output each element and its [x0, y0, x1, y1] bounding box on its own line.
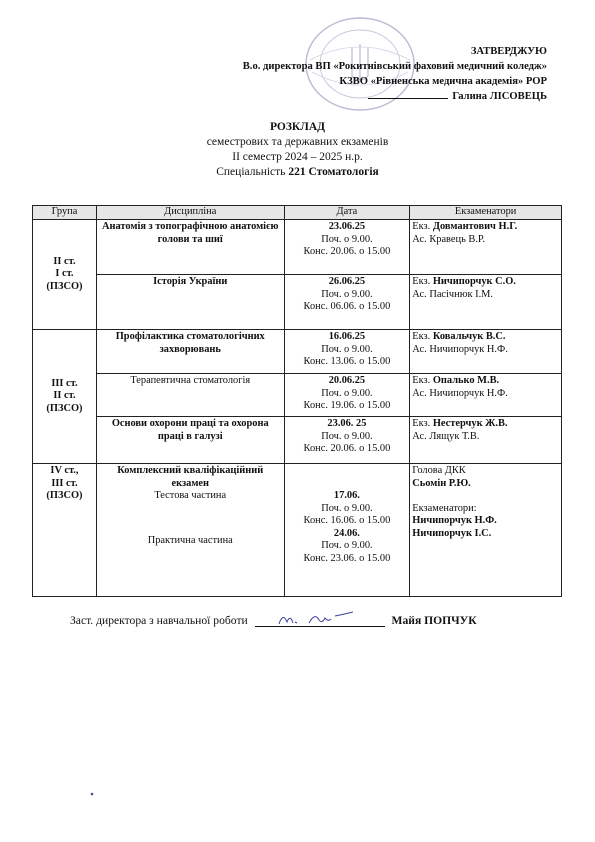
- group-cell: [33, 220, 97, 330]
- examiners-cell: [410, 464, 562, 597]
- date-cell: [284, 330, 410, 374]
- approval-block: [243, 44, 547, 104]
- exam-start: Поч. о 9.00.: [321, 502, 373, 514]
- discipline-name: Профілактика стоматологічних захворювань: [115, 331, 265, 355]
- examiners-cell: [410, 374, 562, 417]
- approval-line-2: КЗВО «Рівненська медична академія» РОР: [339, 76, 547, 87]
- col-header-group: Група: [33, 206, 97, 220]
- exam-date: 24.06.: [333, 527, 360, 539]
- discipline-cell: [96, 330, 284, 374]
- consultation: Конс. 16.06. о 15.00: [303, 515, 391, 527]
- header-specialty: [0, 165, 595, 180]
- discipline-cell: [96, 464, 284, 597]
- consultation: Конс. 20.06. о 15.00: [303, 246, 391, 258]
- discipline-name: Комплексний кваліфікаційний екзамен: [117, 465, 264, 489]
- exam-date: 23.06.25: [328, 221, 366, 232]
- exam-date: 23.06. 25: [327, 418, 367, 429]
- approve-word: ЗАТВЕРДЖУЮ: [470, 46, 547, 57]
- discipline-name: Анатомія з топографічною анатомією голови та шиї: [101, 221, 279, 245]
- table-row: [33, 275, 562, 330]
- examiners-cell: [410, 275, 562, 330]
- exam-date: 26.06.25: [328, 276, 366, 287]
- table-row: [33, 374, 562, 417]
- consultation: Конс. 20.06. о 15.00: [303, 443, 391, 455]
- signature-line: [255, 614, 385, 627]
- discipline-cell: [96, 374, 284, 417]
- col-header-examiners: Екзаменатори: [410, 206, 562, 220]
- specialty-name: 221 Стоматологія: [288, 166, 379, 178]
- exam-date: 17.06.: [333, 490, 360, 501]
- group-label: ІІ ст. І ст. (ПЗСО): [46, 255, 83, 292]
- discipline-name: Основи охорони праці та охорона праці в галузі: [111, 418, 269, 442]
- date-cell: [284, 464, 410, 597]
- table-row: [33, 464, 562, 597]
- table-row: [33, 330, 562, 374]
- col-header-date: Дата: [284, 206, 410, 220]
- exam-start: Поч. о 9.00.: [321, 233, 373, 245]
- approval-signer-row: [243, 89, 547, 104]
- date-cell: [284, 374, 410, 417]
- handwritten-signature: [265, 608, 377, 630]
- approval-signer: Галина ЛІСОВЕЦЬ: [452, 91, 547, 102]
- col-header-discipline: Дисципліна: [96, 206, 284, 220]
- table-row: [33, 417, 562, 464]
- dkk-chair-title: Голова ДКК: [412, 465, 466, 476]
- date-cell: [284, 275, 410, 330]
- header-subtitle-1: семестрових та державних екзаменів: [206, 136, 389, 148]
- approval-line-1: В.о. директора ВП «Рокитнівський фаховий медичний коледж»: [242, 61, 547, 72]
- assistant: Ас. Ничипорчук Н.Ф.: [412, 387, 508, 399]
- stray-mark: [90, 792, 94, 796]
- discipline-cell: [96, 220, 284, 275]
- document-header: [0, 120, 595, 180]
- specialty-prefix: Спеціальність: [216, 166, 286, 178]
- group-label: ІІІ ст. ІІ ст. (ПЗСО): [46, 377, 83, 414]
- examiner-role: Екз.: [412, 418, 431, 429]
- exam-schedule-table: [32, 205, 562, 597]
- examiner-role: Екз.: [412, 221, 431, 232]
- header-subtitle-2: ІІ семестр 2024 – 2025 н.р.: [232, 151, 363, 163]
- assistant: Ас. Пасічнюк І.М.: [412, 288, 494, 300]
- consultation: Конс. 06.06. о 15.00: [303, 301, 391, 313]
- examiner-name: Нестерчук Ж.В.: [432, 418, 508, 429]
- exam-start: Поч. о 9.00.: [321, 540, 373, 552]
- examiner-name: Ничипорчук Н.Ф.: [412, 515, 497, 527]
- footer-signature: [70, 614, 477, 627]
- discipline-cell: [96, 275, 284, 330]
- examiners-cell: [410, 417, 562, 464]
- exam-start: Поч. о 9.00.: [321, 387, 373, 399]
- date-cell: [284, 417, 410, 464]
- discipline-name: Історія України: [153, 276, 228, 287]
- dkk-chair-name: Сьомін Р.Ю.: [412, 477, 471, 489]
- group-cell: [33, 330, 97, 464]
- examiners-title: Екзаменатори:: [412, 502, 477, 514]
- group-label: IV ст., ІІІ ст. (ПЗСО): [46, 465, 83, 502]
- discipline-cell: [96, 417, 284, 464]
- table-row: [33, 220, 562, 275]
- examiner-name: Довмантович Н.Г.: [432, 221, 518, 232]
- discipline-name: Терапевтична стоматологія: [130, 375, 251, 386]
- examiner-name: Опалько М.В.: [432, 375, 500, 386]
- test-part-label: Тестова частина: [154, 490, 227, 502]
- examiner-name: Ничипорчук С.О.: [432, 276, 516, 287]
- footer-name: Майя ПОПЧУК: [391, 614, 477, 627]
- consultation: Конс. 13.06. о 15.00: [303, 356, 391, 368]
- exam-date: 20.06.25: [328, 375, 366, 386]
- exam-start: Поч. о 9.00.: [321, 288, 373, 300]
- examiners-cell: [410, 330, 562, 374]
- assistant: Ас. Кравець В.Р.: [412, 233, 486, 245]
- date-cell: [284, 220, 410, 275]
- signature-line: [368, 89, 448, 99]
- examiner-role: Екз.: [412, 375, 431, 386]
- document-title: РОЗКЛАД: [269, 121, 326, 133]
- exam-start: Поч. о 9.00.: [321, 430, 373, 442]
- assistant: Ас. Ничипорчук Н.Ф.: [412, 343, 508, 355]
- examiner-role: Екз.: [412, 276, 431, 287]
- group-cell: [33, 464, 97, 597]
- footer-text: Заст. директора з навчальної роботи: [70, 614, 248, 627]
- examiner-name: Ничипорчук І.С.: [412, 527, 492, 539]
- practical-part-label: Практична частина: [147, 534, 233, 546]
- table-header-row: [33, 206, 562, 220]
- examiner-name: Ковальчук В.С.: [432, 331, 506, 342]
- consultation: Конс. 19.06. о 15.00: [303, 400, 391, 412]
- examiner-role: Екз.: [412, 331, 431, 342]
- assistant: Ас. Лящук Т.В.: [412, 430, 480, 442]
- examiners-cell: [410, 220, 562, 275]
- consultation: Конс. 23.06. о 15.00: [303, 552, 391, 564]
- exam-start: Поч. о 9.00.: [321, 343, 373, 355]
- exam-date: 16.06.25: [328, 331, 366, 342]
